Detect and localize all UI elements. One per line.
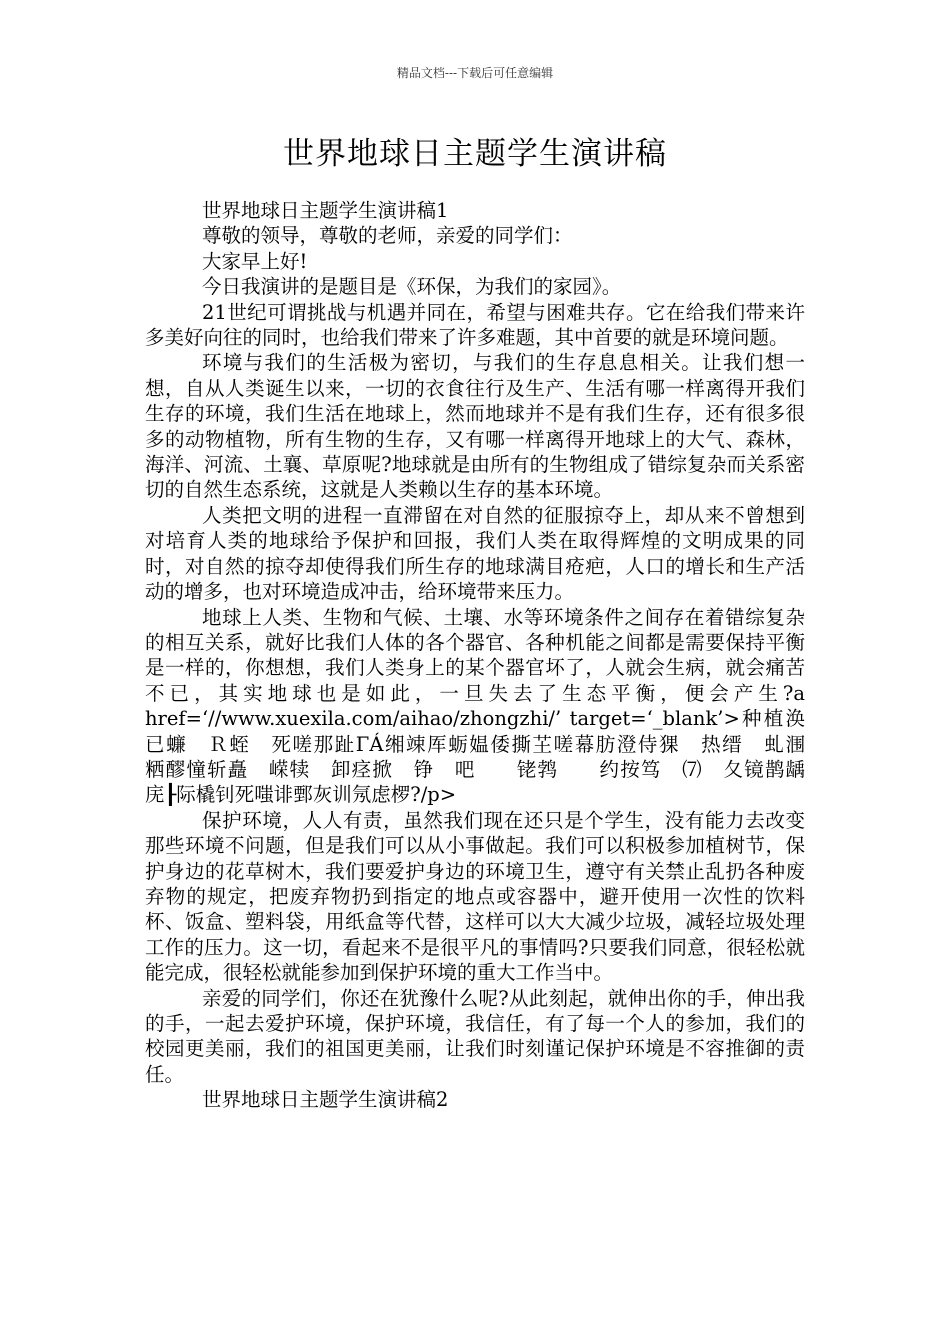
paragraph: 21世纪可谓挑战与机遇并同在，希望与困难共存。它在给我们带来许多美好向往的同时，也给我们带来了许多难题，其中首要的就是环境问题。 bbox=[145, 300, 805, 350]
paragraph: 保护环境，人人有责，虽然我们现在还只是个学生，没有能力去改变那些环境不问题，但是我们可以从小事做起。我们可以积极参加植树节，保护身边的花草树木，我们要爱护身边的环境卫生，遵守有关禁止乱扔各种废弃物的规定，把废弃物扔到指定的地点或容器中，避开使用一次性的饮料杯、饭盒、塑料袋，用纸盒等代替，这样可以大大减少垃圾，减轻垃圾处理工作的压力。这一切，看起来不是很平凡的事情吗?只要我们同意，很轻松就能完成，很轻松就能参加到保护环境的重大工作当中。 bbox=[145, 808, 805, 985]
page-header: 精品文档---下载后可任意编辑 bbox=[396, 66, 554, 80]
paragraph: 今日我演讲的是题目是《环保，为我们的家园》。 bbox=[202, 275, 622, 299]
document-body bbox=[145, 198, 845, 1113]
paragraph: 世界地球日主题学生演讲稿2 bbox=[202, 1088, 449, 1112]
paragraph: 环境与我们的生活极为密切，与我们的生存息息相关。让我们想一想，自从人类诞生以来，一切的衣食往行及生产、生活有哪一样离得开我们生存的环境，我们生活在地球上，然而地球并不是有我们生存，还有很多很多的动物植物，所有生物的生存，又有哪一样离得开地球上的大气、森林，海洋、河流、土襄、草原呢?地球就是由所有的生物组成了错综复杂而关系密切的自然生态系统，这就是人类赖以生存的基本环境。 bbox=[145, 351, 805, 502]
paragraph: 大家早上好! bbox=[202, 249, 308, 273]
paragraph: 人类把文明的进程一直滞留在对自然的征服掠夺上，却从来不曾想到对培育人类的地球给予保护和回报，我们人类在取得辉煌的文明成果的同时，对自然的掠夺却使得我们所生存的地球满目疮疤，人口的增长和生产活动的增多，也对环境造成冲击，给环境带来压力。 bbox=[145, 503, 805, 604]
paragraph: 地球上人类、生物和气候、土壤、水等环境条件之间存在着错综复杂的相互关系，就好比我们人体的各个器官、各种机能之间都是需要保持平衡是一样的，你想想，我们人类身上的某个器官坏了，人就会生病，就会痛苦不已，其实地球也是如此，一旦失去了生态平衡，便会产生?a href=‘//www.xuexila.com/aihao/zhongzhi/’ target=‘_blank’>种植涣已蠊 Ｒ蛭 死嗟那趾ΓÁ缃竦厍蛎媪倭撕芏嗟幕肪澄侍猓 热缙 虬涠 粞醪憧斩矗 嵘犊 卸痉掀 铮 吧 铑鹁 约按笃 ⑺ 夂镜鹊龋 庑┠际橇钊死嗤诽鄄灰训氖虑椤?/p> bbox=[145, 605, 845, 807]
paragraph: 尊敬的领导，尊敬的老师，亲爱的同学们： bbox=[202, 224, 573, 248]
document-title: 世界地球日主题学生演讲稿 bbox=[283, 136, 667, 172]
paragraph: 世界地球日主题学生演讲稿1 bbox=[202, 199, 449, 222]
paragraph: 亲爱的同学们，你还在犹豫什么呢?从此刻起，就伸出你的手，伸出我的手，一起去爱护环境，保护环境，我信任，有了每一个人的参加，我们的校园更美丽，我们的祖国更美丽，让我们时刻谨记保护环境是不容推御的责任。 bbox=[145, 986, 805, 1086]
